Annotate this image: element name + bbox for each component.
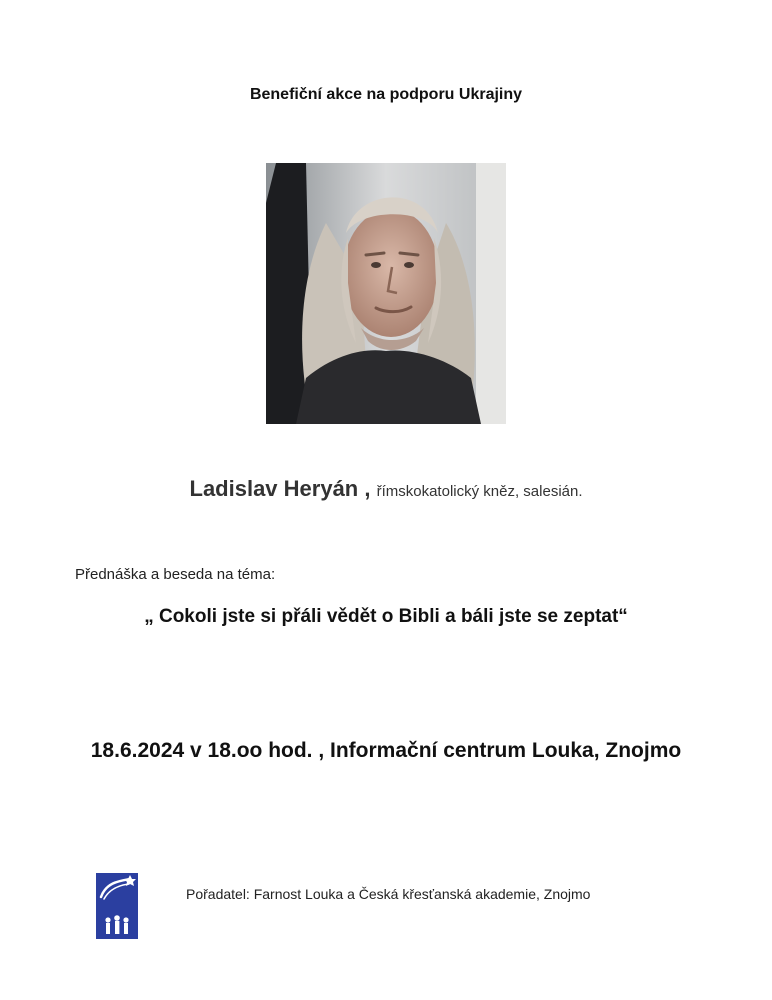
organizer-text: Pořadatel: Farnost Louka a Česká křesťanská akademie, Znojmo [186, 886, 591, 902]
speaker-line [0, 476, 772, 502]
event-heading: Benefiční akce na podporu Ukrajiny [249, 86, 523, 103]
portrait-photo-icon [266, 163, 506, 424]
speaker-portrait [266, 163, 506, 424]
speaker-separator: , [358, 476, 377, 501]
lecture-intro: Přednáška a beseda na téma: [75, 566, 276, 583]
speaker-name: Ladislav Heryán [189, 476, 359, 501]
organizer-logo [96, 873, 138, 939]
speaker-role: římskokatolický kněz, salesián. [376, 483, 583, 500]
comet-and-figures-logo-icon [96, 873, 138, 939]
lecture-topic: „ Cokoli jste si přáli vědět o Bibli a báli jste se zeptat“ [144, 606, 628, 627]
event-details: 18.6.2024 v 18.oo hod. , Informační centrum Louka, Znojmo [90, 739, 682, 762]
